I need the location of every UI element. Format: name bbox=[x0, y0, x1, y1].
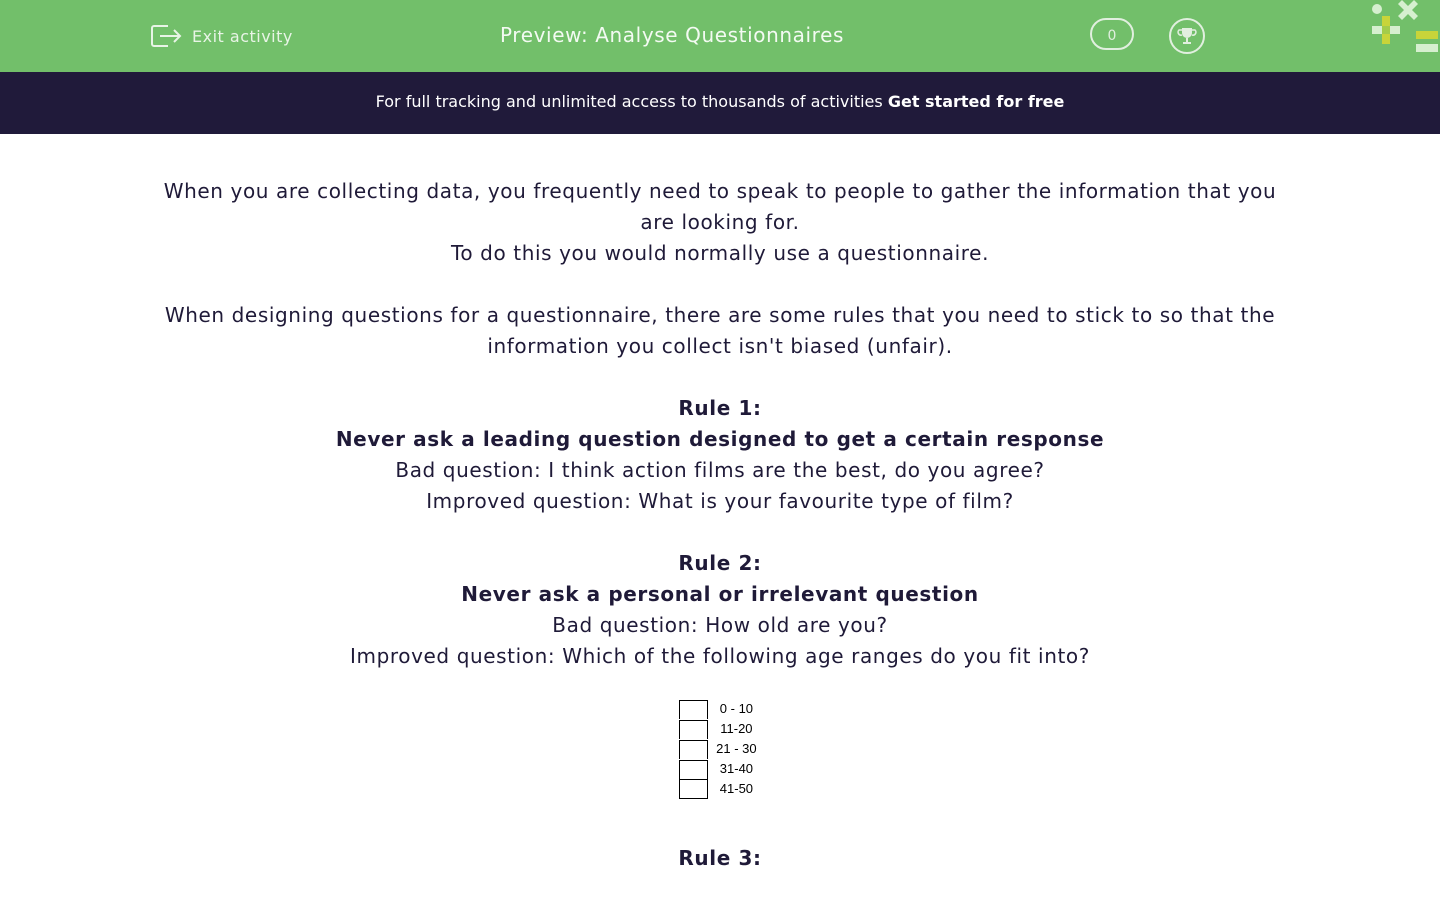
checkbox bbox=[679, 740, 708, 759]
rule2-bad: Bad question: How old are you? bbox=[552, 613, 888, 637]
age-range-table bbox=[675, 699, 765, 799]
age-range-row bbox=[675, 719, 765, 739]
intro-line-2: To do this you would normally use a questionnaire. bbox=[450, 241, 990, 265]
checkbox bbox=[679, 720, 708, 739]
intro-line-1: When you are collecting data, you frequently need to speak to people to gather the information that you are looking for. bbox=[163, 179, 1277, 234]
checkbox bbox=[679, 700, 708, 719]
checkbox bbox=[679, 760, 708, 779]
rule2-improved: Improved question: Which of the following age ranges do you fit into? bbox=[350, 644, 1090, 668]
trophy-button[interactable] bbox=[1169, 18, 1205, 54]
rule3-heading: Rule 3: bbox=[678, 846, 762, 870]
age-range-row bbox=[675, 779, 765, 799]
top-bar bbox=[0, 0, 1440, 72]
rules-intro: When designing questions for a questionnaire, there are some rules that you need to stick to so that the information you collect isn't biased (unfair). bbox=[164, 303, 1276, 358]
rule1-improved: Improved question: What is your favourite type of film? bbox=[426, 489, 1014, 513]
age-range-label: 21 - 30 bbox=[716, 741, 757, 756]
rule1-heading: Rule 1: bbox=[678, 396, 762, 420]
age-range-row bbox=[675, 699, 765, 719]
rule2-heading: Rule 2: bbox=[678, 551, 762, 575]
exit-label: Exit activity bbox=[192, 26, 293, 46]
rule1-bad: Bad question: I think action films are the best, do you agree? bbox=[395, 458, 1045, 482]
age-range-label: 31-40 bbox=[719, 761, 754, 776]
checkbox bbox=[679, 779, 708, 799]
rule1-title: Never ask a leading question designed to get a certain response bbox=[335, 427, 1105, 451]
age-range-label: 41-50 bbox=[719, 781, 754, 796]
maths-symbols-logo bbox=[1366, 0, 1440, 56]
rule2-title: Never ask a personal or irrelevant question bbox=[461, 582, 979, 606]
banner-text: For full tracking and unlimited access to thousands of activities bbox=[375, 92, 888, 111]
signup-banner bbox=[0, 72, 1440, 134]
age-range-label: 11-20 bbox=[720, 721, 753, 736]
score-badge: 0 bbox=[1090, 18, 1134, 50]
age-range-row bbox=[675, 739, 765, 759]
trophy-icon bbox=[1176, 25, 1198, 47]
age-range-label: 0 - 10 bbox=[719, 701, 754, 716]
lesson-content bbox=[150, 176, 1290, 874]
get-started-link[interactable]: Get started for free bbox=[887, 92, 1065, 111]
page-title: Preview: Analyse Questionnaires bbox=[500, 23, 844, 47]
age-range-row bbox=[675, 759, 765, 779]
